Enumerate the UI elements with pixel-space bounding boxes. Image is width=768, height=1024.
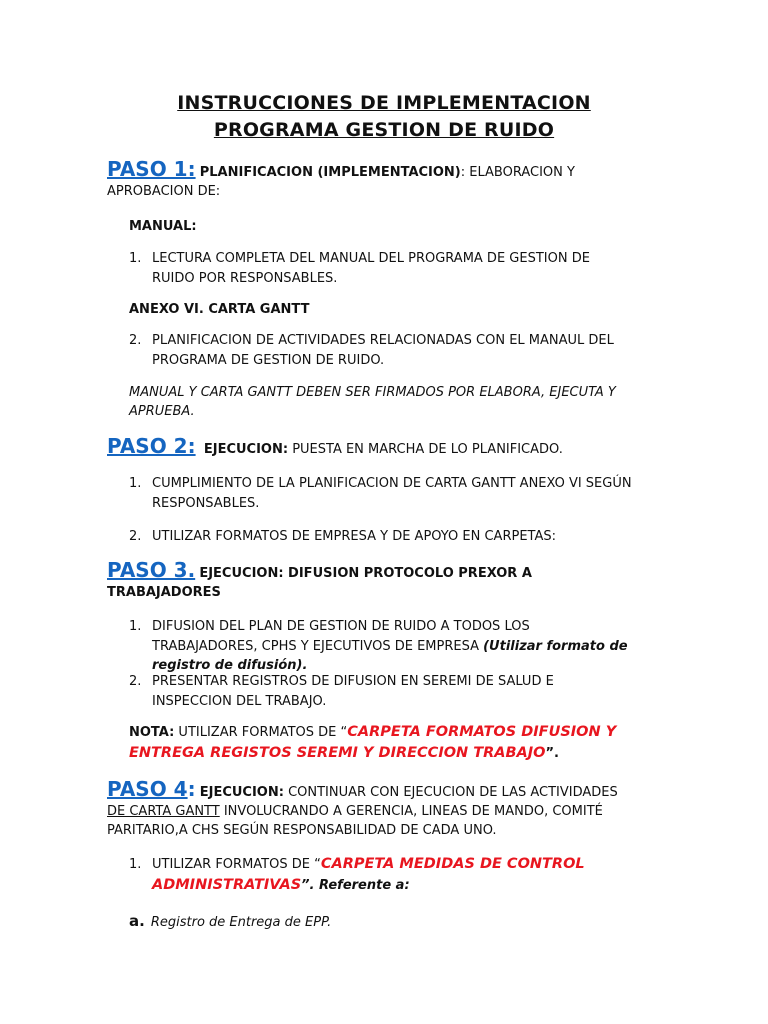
list-item <box>129 672 649 711</box>
list-text: INSPECCION DEL TRABAJO. <box>152 693 327 709</box>
list-text: UTILIZAR FORMATOS DE “ <box>152 857 321 872</box>
list-item <box>129 249 649 288</box>
list-number: 2. <box>129 333 142 348</box>
paso1-text-b: APROBACION DE: <box>107 184 221 199</box>
list-text: PROGRAMA DE GESTION DE RUIDO. <box>152 352 385 368</box>
paso4-text-underlined: DE CARTA GANTT <box>107 804 220 819</box>
sub-list-item <box>129 912 331 932</box>
list-text: TRABAJADORES, CPHS Y EJECUTIVOS DE EMPRESA <box>152 638 484 654</box>
document-title-line2: PROGRAMA GESTION DE RUIDO <box>213 119 555 141</box>
list-number: 2. <box>129 529 142 544</box>
list-item <box>129 617 649 676</box>
list-number: 2. <box>129 674 142 689</box>
paso3-paragraph <box>107 558 647 602</box>
paso3-heading-cont: TRABAJADORES <box>107 585 221 600</box>
list-item <box>129 331 649 370</box>
paso2-heading: EJECUCION: <box>203 442 289 457</box>
nota-text: UTILIZAR FORMATOS DE “ <box>174 725 348 740</box>
list-item <box>129 854 649 896</box>
nota-end: ”. <box>545 746 559 761</box>
list-item <box>129 527 649 547</box>
paso3-label: PASO 3. <box>107 558 196 582</box>
list-text: PRESENTAR REGISTROS DE DIFUSION EN SEREMI DE SALUD E <box>152 674 554 689</box>
list-red-text: ADMINISTRATIVAS <box>152 877 302 893</box>
paso4-text: PARITARIO,A CHS SEGÚN RESPONSABILIDAD DE CADA UNO. <box>107 823 497 838</box>
note-line: APRUEBA. <box>129 404 195 419</box>
list-text: PLANIFICACION DE ACTIVIDADES RELACIONADAS CON EL MANAUL DEL <box>152 333 614 348</box>
list-text: UTILIZAR FORMATOS DE EMPRESA Y DE APOYO EN CARPETAS: <box>152 529 556 544</box>
paso2-text: PUESTA EN MARCHA DE LO PLANIFICADO. <box>288 442 563 457</box>
list-red-text: CARPETA MEDIDAS DE CONTROL <box>320 856 585 872</box>
paso2-paragraph <box>107 434 647 459</box>
list-text: CUMPLIMIENTO DE LA PLANIFICACION DE CARTA GANTT ANEXO VI SEGÚN <box>152 476 632 491</box>
paso2-label: PASO 2: <box>107 434 196 458</box>
list-item <box>129 474 649 513</box>
sub-list-letter: a. <box>129 912 145 930</box>
paso1-text-a: : ELABORACION Y <box>460 165 575 180</box>
list-text-emphasis: registro de difusión). <box>152 658 308 673</box>
paso1-label: PASO 1: <box>107 157 196 181</box>
list-number: 1. <box>129 251 142 266</box>
paso4-heading: EJECUCION: <box>199 785 284 800</box>
list-number: 1. <box>129 857 142 872</box>
paso4-paragraph <box>107 777 667 840</box>
paso4-text: CONTINUAR CON EJECUCION DE LAS ACTIVIDADES <box>283 785 618 800</box>
manual-heading: MANUAL: <box>129 219 197 234</box>
list-number: 1. <box>129 619 142 634</box>
nota-red-text: ENTREGA REGISTOS SEREMI Y DIRECCION TRABAJO <box>129 745 546 761</box>
list-text: RESPONSABLES. <box>152 495 260 511</box>
paso4-colon: : <box>187 777 196 801</box>
note-line: MANUAL Y CARTA GANTT DEBEN SER FIRMADOS POR ELABORA, EJECUTA Y <box>129 385 616 400</box>
list-text: DIFUSION DEL PLAN DE GESTION DE RUIDO A TODOS LOS <box>152 619 530 634</box>
paso1-heading: PLANIFICACION (IMPLEMENTACION) <box>199 165 461 180</box>
list-text: LECTURA COMPLETA DEL MANUAL DEL PROGRAMA DE GESTION DE <box>152 251 590 266</box>
list-number: 1. <box>129 476 142 491</box>
paso4-label: PASO 4 <box>107 777 188 801</box>
list-text-emphasis: (Utilizar formato de <box>483 638 628 654</box>
sub-list-text: Registro de Entrega de EPP. <box>150 915 332 930</box>
paso1-paragraph <box>107 157 647 201</box>
paso3-heading: EJECUCION: DIFUSION PROTOCOLO PREXOR A <box>199 566 532 581</box>
paso4-text: INVOLUCRANDO A GERENCIA, LINEAS DE MANDO, COMITÉ <box>219 804 603 819</box>
list-text-emphasis: ”. Referente a: <box>301 878 410 893</box>
document-title-line1: INSTRUCCIONES DE IMPLEMENTACION <box>177 92 591 114</box>
anexo-heading: ANEXO VI. CARTA GANTT <box>129 302 310 317</box>
list-text: RUIDO POR RESPONSABLES. <box>152 270 338 286</box>
nota-red-text: CARPETA FORMATOS DIFUSION Y <box>347 724 617 740</box>
nota-label: NOTA: <box>129 725 175 740</box>
paso1-note <box>129 383 649 421</box>
paso3-nota <box>129 722 649 764</box>
